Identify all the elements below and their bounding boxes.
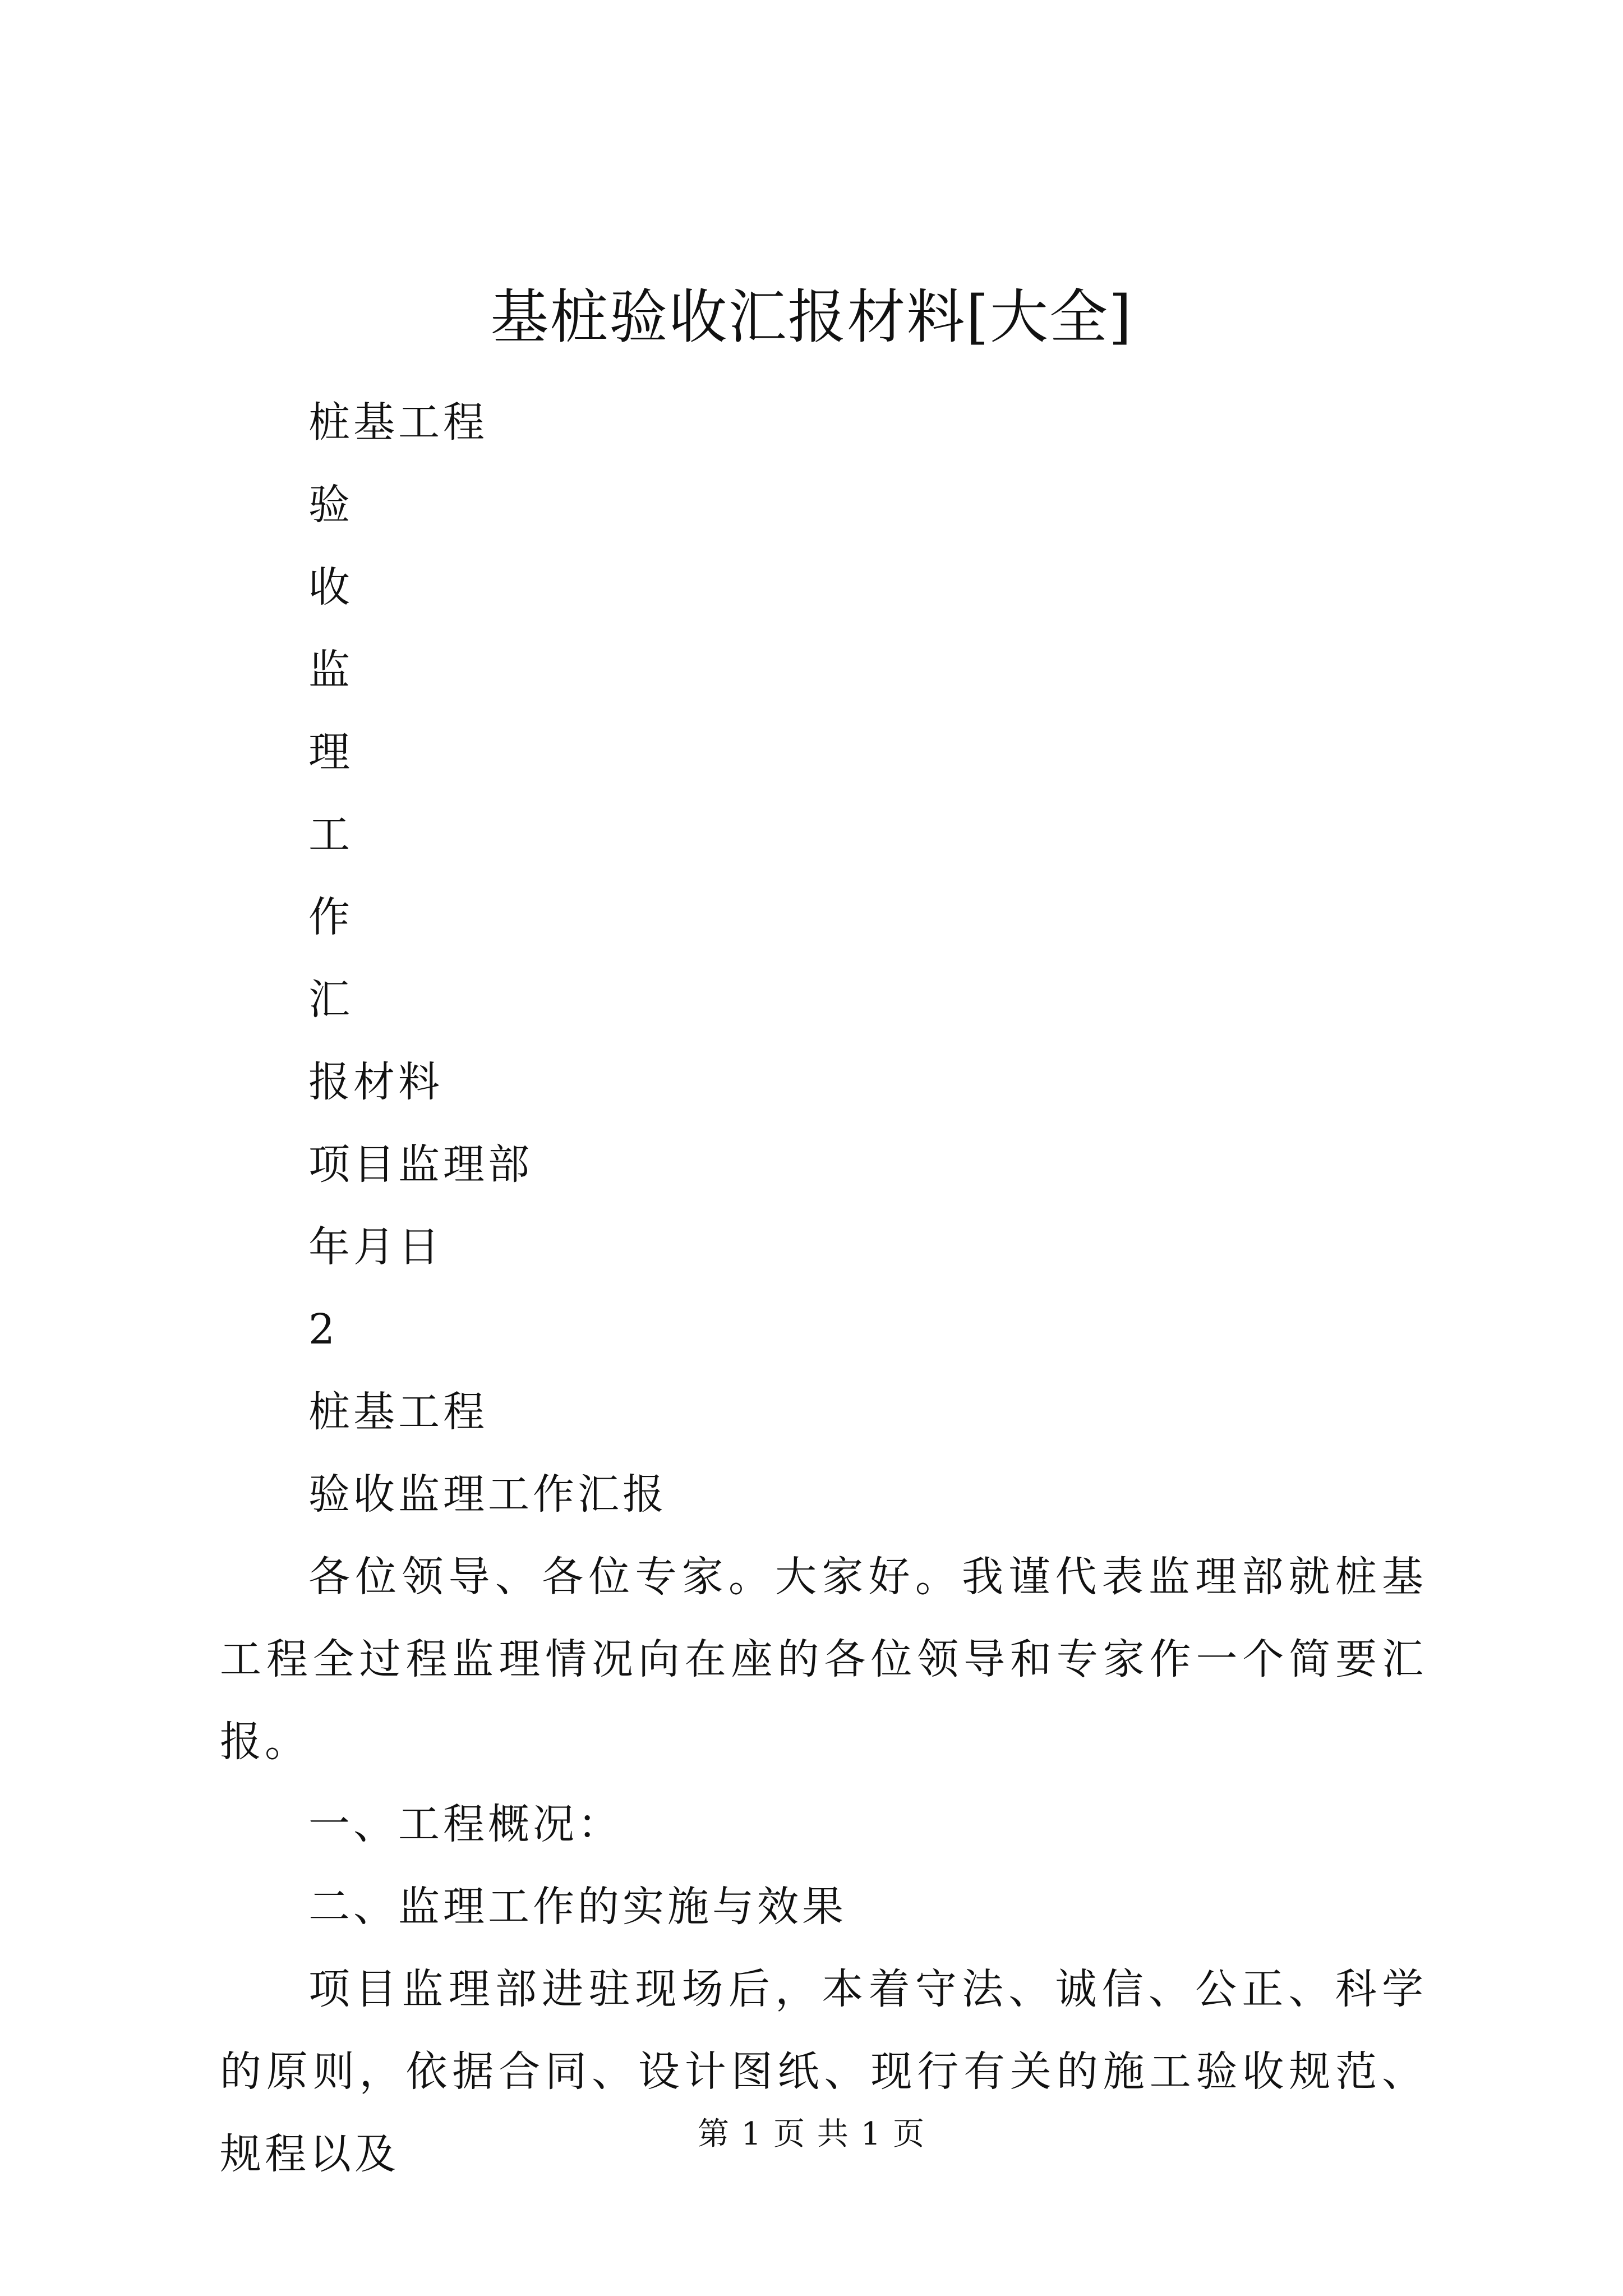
text-line: 项目监理部 [308, 1140, 533, 1189]
text-line: 年月日 [308, 1223, 443, 1271]
text-line: 汇 [308, 976, 353, 1024]
document-title: 基桩验收汇报材料[大全] [490, 283, 1133, 351]
section-heading-implementation: 二、监理工作的实施与效果 [308, 1883, 847, 1931]
text-line: 2 [308, 1305, 339, 1354]
text-line: 验 [308, 481, 353, 529]
text-line: 验收监理工作汇报 [308, 1470, 667, 1519]
text-line: 工 [308, 811, 353, 859]
text-line: 桩基工程 [308, 398, 488, 447]
text-line: 桩基工程 [308, 1388, 488, 1436]
section-heading-overview: 一、工程概况： [308, 1800, 623, 1848]
paragraph-implementation: 项目监理部进驻现场后，本着守法、诚信、公正、科学的原则，依据合同、设计图纸、现行有关的施工验收规范、规程以及 [220, 1965, 1427, 2178]
text-line: 作 [308, 893, 353, 941]
text-line: 监 [308, 646, 353, 694]
paragraph-greeting: 各位领导、各位专家。大家好。我谨代表监理部就桩基工程全过程监理情况向在座的各位领导和专家作一个简要汇报。 [220, 1553, 1427, 1766]
text-line: 收 [308, 563, 353, 611]
text-line: 报材料 [308, 1058, 443, 1106]
page-footer: 第 1 页 共 1 页 [697, 2116, 926, 2152]
text-line: 理 [308, 728, 353, 776]
document-body [220, 381, 1427, 2196]
